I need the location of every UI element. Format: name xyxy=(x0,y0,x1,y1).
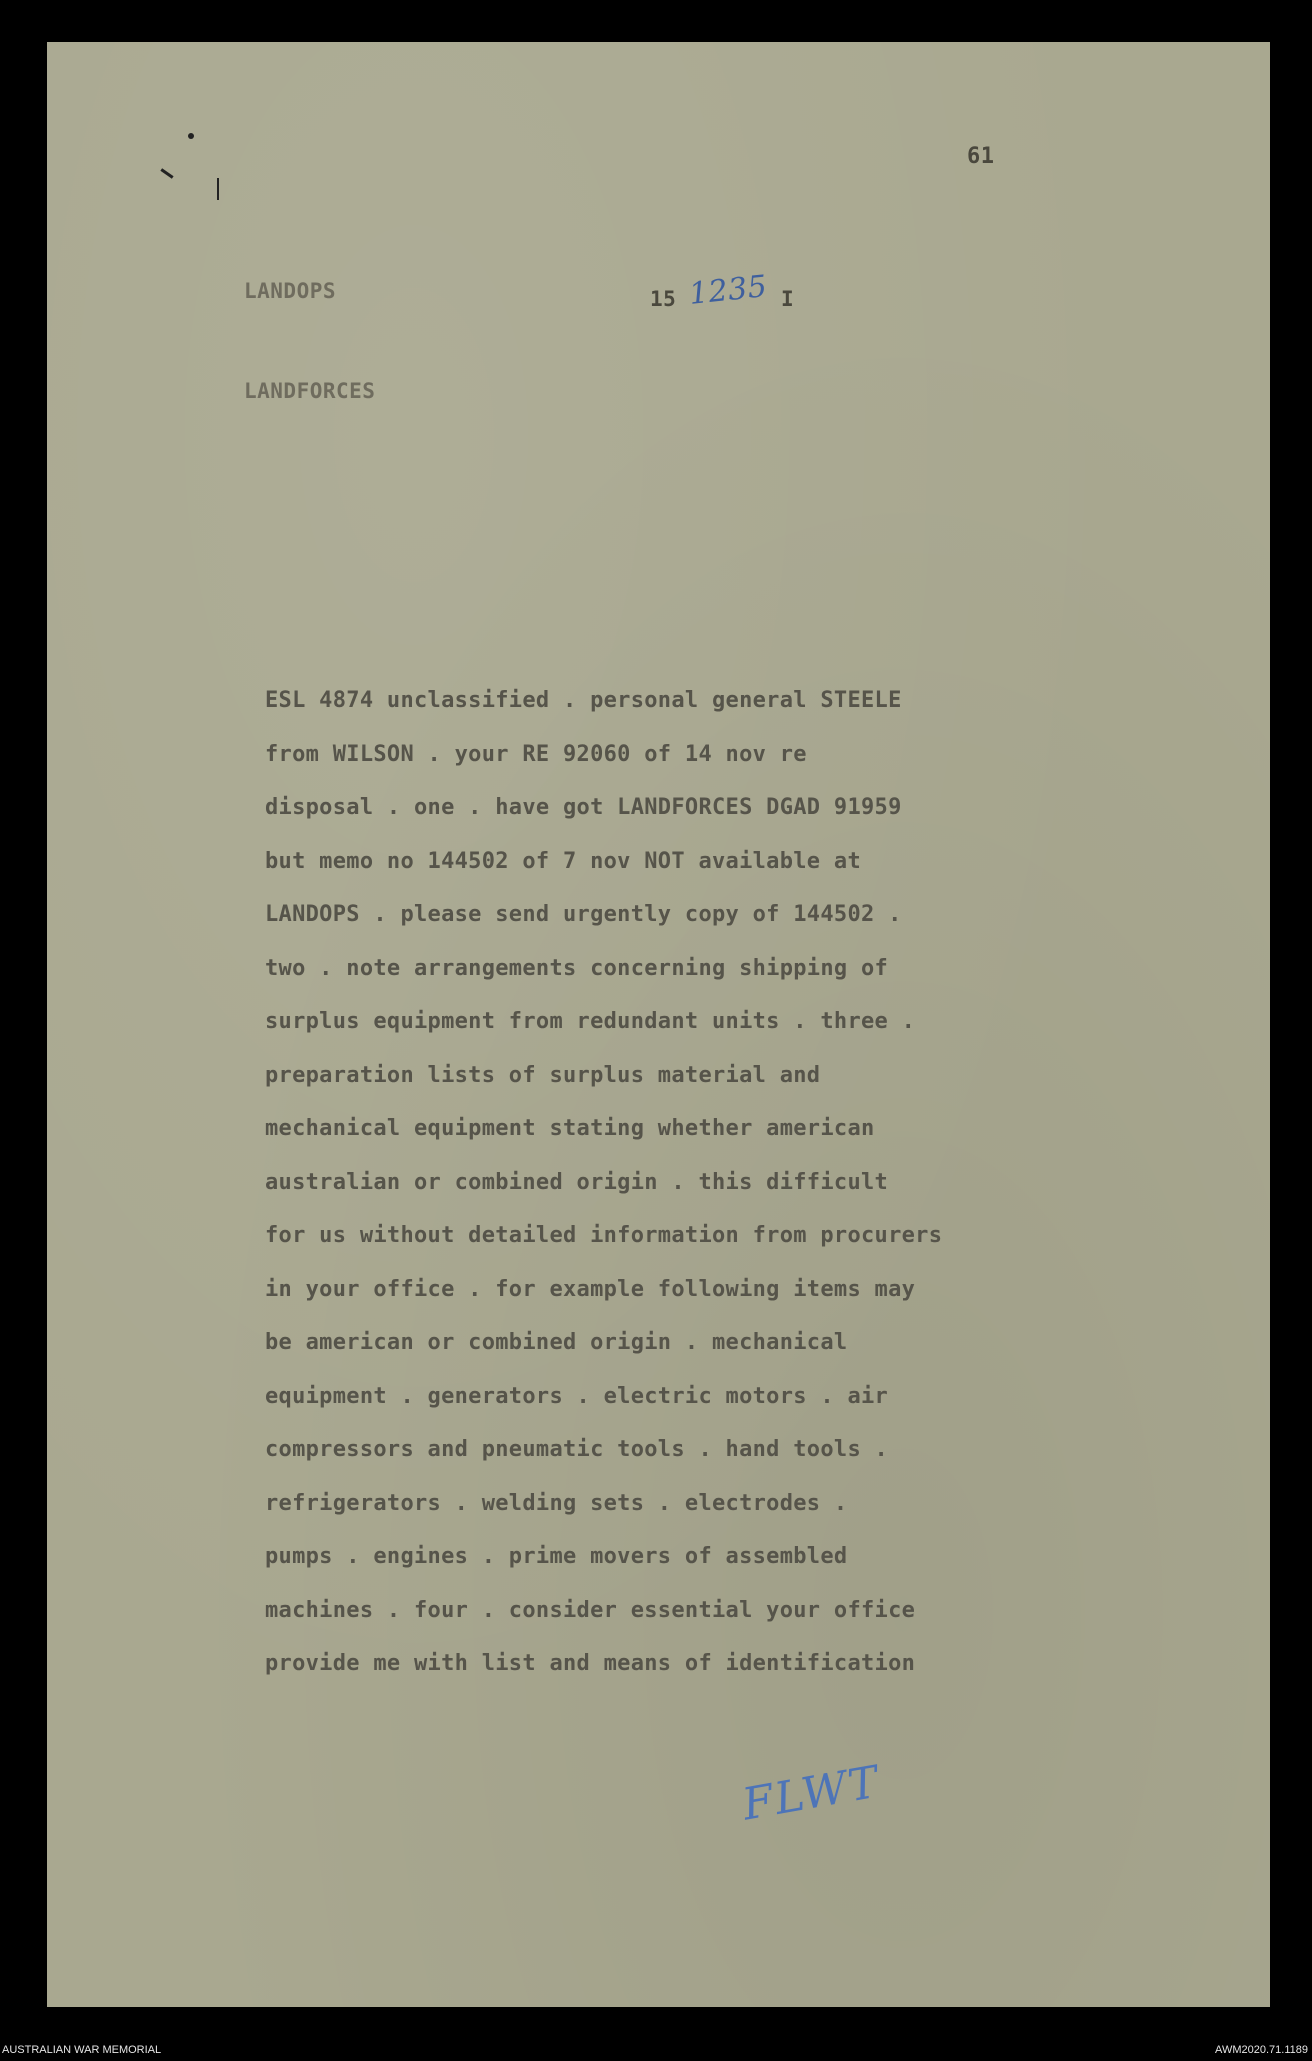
footer-accession-number: AWM2020.71.1189 xyxy=(1215,2044,1308,2056)
handwritten-note: FLWT xyxy=(738,1756,884,1831)
serial-prefix: 15 xyxy=(650,287,677,311)
body-line: compressors and pneumatic tools . hand tools . xyxy=(265,1437,889,1462)
message-body xyxy=(265,674,1145,1691)
body-line: from WILSON . your RE 92060 of 14 nov re xyxy=(265,741,807,767)
header-sender: LANDOPS xyxy=(244,279,337,303)
body-line: LANDOPS . please send urgently copy of 144502 . xyxy=(265,902,902,927)
body-line: surplus equipment from redundant units . three . xyxy=(265,1009,916,1034)
body-line: in your office . for example following items may xyxy=(265,1276,916,1302)
body-line: but memo no 144502 of 7 nov NOT available at xyxy=(265,848,861,874)
body-line: disposal . one . have got LANDFORCES DGAD 91959 xyxy=(265,795,902,820)
body-line: refrigerators . welding sets . electrodes . xyxy=(265,1490,848,1516)
body-line: equipment . generators . electric motors . air xyxy=(265,1383,889,1409)
footer-credit: AUSTRALIAN WAR MEMORIAL xyxy=(2,2044,162,2056)
body-line: preparation lists of surplus material and xyxy=(265,1062,821,1088)
page-number: 61 xyxy=(967,144,995,169)
body-line: be american or combined origin . mechanical xyxy=(265,1330,848,1355)
body-line: mechanical equipment stating whether american xyxy=(265,1116,875,1141)
serial-suffix: I xyxy=(780,287,795,311)
body-line: ESL 4874 unclassified . personal general STEELE xyxy=(265,688,902,713)
body-line: for us without detailed information from procurers xyxy=(265,1223,943,1248)
serial-handwritten: 1235 xyxy=(687,269,770,312)
body-line: provide me with list and means of identification xyxy=(265,1651,916,1676)
addressee: LANDFORCES xyxy=(244,379,376,403)
header-serial xyxy=(650,269,795,314)
margin-mark-line xyxy=(217,178,219,200)
body-line: australian or combined origin . this difficult xyxy=(265,1169,889,1195)
margin-mark-dot xyxy=(188,133,194,139)
body-line: two . note arrangements concerning shipping of xyxy=(265,955,889,981)
body-line: machines . four . consider essential your office xyxy=(265,1597,916,1623)
body-line: pumps . engines . prime movers of assembled xyxy=(265,1544,848,1569)
